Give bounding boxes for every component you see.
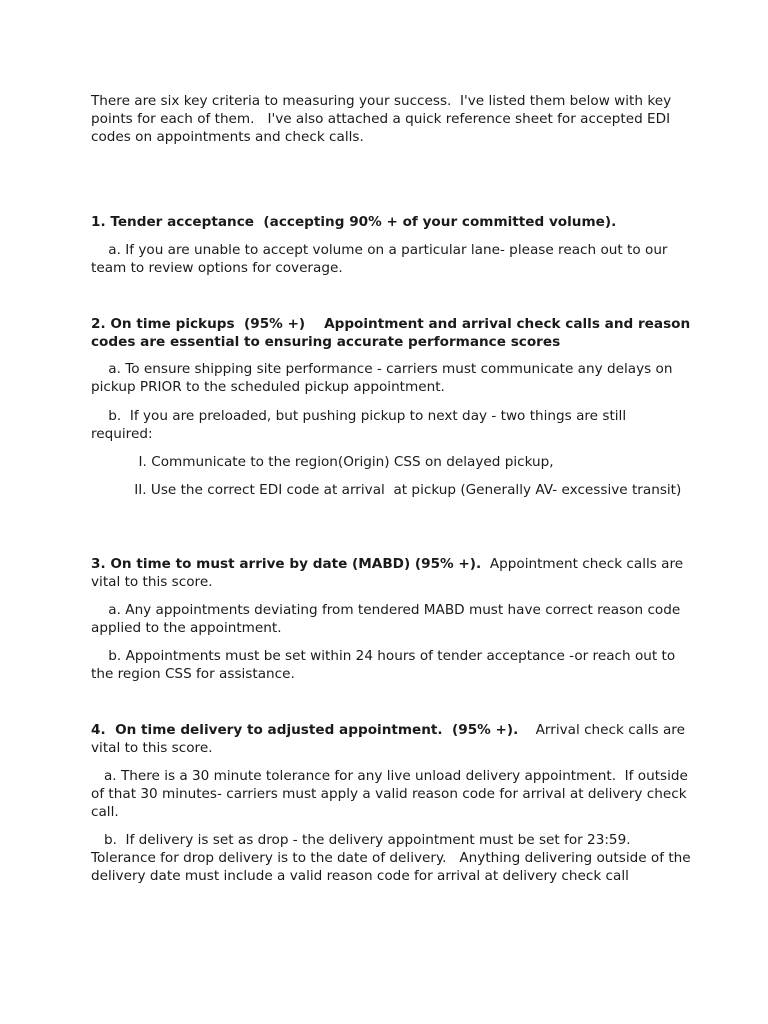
section-2-heading: 2. On time pickups (95% +) Appointment and arrival check calls and reason codes are essential to ensuring accurate performance scores: [91, 316, 695, 350]
intro-paragraph: There are six key criteria to measuring your success. I've listed them below with key points for each of them. I've also attached a quick reference sheet for accepted EDI codes on appointments and check calls.: [91, 93, 676, 145]
section-3-heading-paragraph: [91, 555, 691, 591]
section-3-heading: 3. On time to must arrive by date (MABD) (95% +).: [91, 556, 482, 572]
section-4-heading-paragraph: [91, 721, 691, 757]
section-2-subitem-ii: II. Use the correct EDI code at arrival at pickup (Generally AV- excessive transit): [91, 482, 682, 498]
section-4-heading-tail: Arrival check calls are vital to this score.: [91, 722, 690, 756]
section-3-item-a: a. Any appointments deviating from tendered MABD must have correct reason code applied to the appointment.: [91, 602, 685, 636]
section-4-heading: 4. On time delivery to adjusted appointment. (95% +).: [91, 722, 519, 738]
section-4-item-b: b. If delivery is set as drop - the delivery appointment must be set for 23:59. Tolerance for drop delivery is to the date of delivery. Anything delivering outside of the delivery date must include a valid reason code for arrival at delivery check call: [91, 832, 695, 884]
section-2-item-b: b. If you are preloaded, but pushing pickup to next day - two things are still required:: [91, 408, 631, 442]
section-2-item-a: a. To ensure shipping site performance - carriers must communicate any delays on pickup PRIOR to the scheduled pickup appointment.: [91, 361, 677, 395]
section-3-item-b: b. Appointments must be set within 24 hours of tender acceptance -or reach out to the region CSS for assistance.: [91, 648, 680, 682]
section-1-heading: 1. Tender acceptance (accepting 90% + of your committed volume).: [91, 214, 617, 230]
section-1-item-a: a. If you are unable to accept volume on a particular lane- please reach out to our team to review options for coverage.: [91, 242, 672, 276]
section-2-subitem-i: I. Communicate to the region(Origin) CSS on delayed pickup,: [91, 454, 554, 470]
section-3-heading-tail: Appointment check calls are vital to this score.: [91, 556, 688, 590]
section-4-item-a: a. There is a 30 minute tolerance for any live unload delivery appointment. If outside of that 30 minutes- carriers must apply a valid reason code for arrival at delivery check call.: [91, 768, 693, 820]
